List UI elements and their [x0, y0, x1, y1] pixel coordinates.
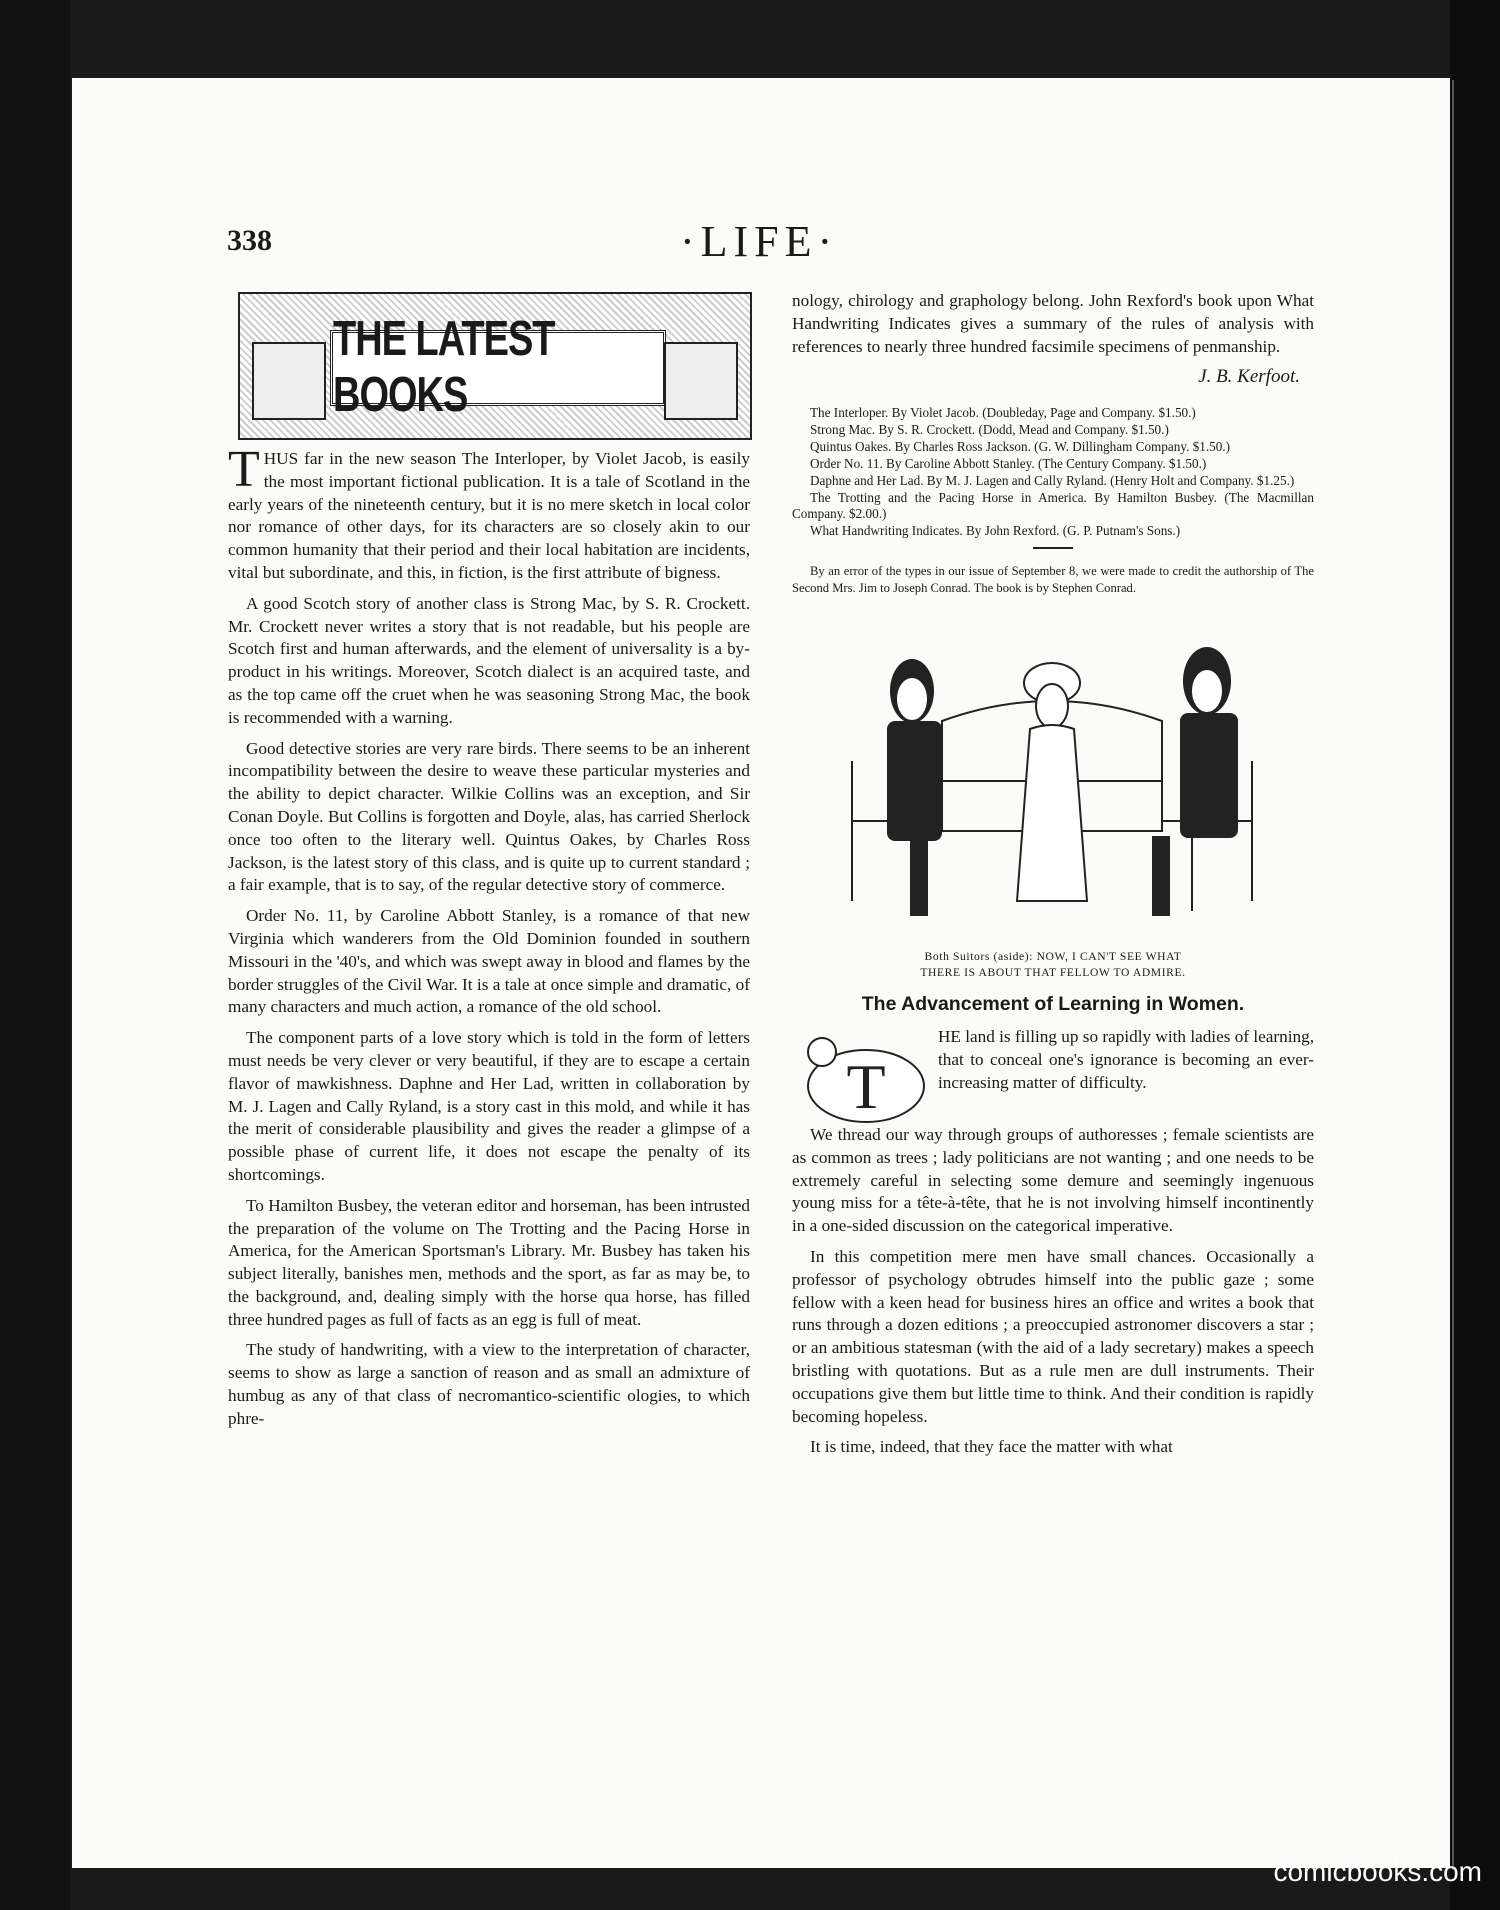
site-watermark: comicbooks.com: [1273, 1856, 1482, 1887]
page-number: 338: [227, 224, 272, 257]
page-spine: [1452, 80, 1454, 1870]
review-paragraph: nology, chirology and graphology belong. John Rexford's book upon What Handwriting Indicates gives a summary of the rules of analysis with references to nearly three hundred facsimile specimens of penmanship.: [792, 291, 1314, 356]
latest-books-banner: [238, 292, 752, 440]
article-paragraph: We thread our way through groups of authoresses ; female scientists are as common as trees ; lady politicians are not wanting ; and one needs to be extremely careful in selecting some demure and seemingly ingenuous young miss for a tête-à-tête, that he is not involving himself incontinently in a one-sided discussion on the categorical imperative.: [792, 1124, 1314, 1236]
drop-cap: T: [228, 441, 260, 498]
divider-rule: [1033, 547, 1073, 549]
book-list-item: Daphne and Her Lad. By M. J. Lagen and Cally Ryland. (Henry Holt and Company. $1.25.): [810, 473, 1295, 489]
cartoon-caption: [792, 949, 1314, 981]
book-list-item: The Interloper. By Violet Jacob. (Doubleday, Page and Company. $1.50.): [810, 405, 1196, 421]
book-list-item: Order No. 11. By Caroline Abbott Stanley. (The Century Company. $1.50.): [810, 456, 1207, 472]
book-list-item: Quintus Oakes. By Charles Ross Jackson. (G. W. Dillingham Company. $1.50.): [810, 439, 1231, 455]
banner-plaque: [330, 312, 666, 423]
review-paragraph: THUS far in the new season The Interloper, by Violet Jacob, is easily the most important fictional publication. It is a tale of Scotland in the early years of the nineteenth century, but it is no mere sketch in local color nor romance of other days, for its characters are so closely akin to our common humanity that their period and their local habitation are incidents, vital but subordinate, and this, in fiction, is the first attribute of bigness.: [228, 441, 750, 582]
left-column: [228, 441, 750, 1439]
review-paragraph: The component parts of a love story which is told in the form of letters must needs be very clever or very beautiful, if they are to escape a certain flavor of mawkishness. Daphne and Her Lad, written in collaboration by M. J. Lagen and Cally Ryland, is a story cast in this mold, and while it has the merit of considerable plausibility and gives the reader a glimpse of a possible phase of current life, it does not escape the penalty of its shortcomings.: [228, 1028, 750, 1184]
book-list-item: What Handwriting Indicates. By John Rexford. (G. P. Putnam's Sons.): [810, 523, 1181, 539]
right-column: [792, 290, 1314, 1467]
author-signature: J. B. Kerfoot.: [1198, 366, 1300, 388]
egg-initial-icon: [792, 1026, 932, 1124]
suitors-cartoon: [792, 611, 1314, 941]
scan-border-right: [1450, 0, 1500, 1910]
cartoon-drawing: [792, 611, 1314, 941]
article-title: The Advancement of Learning in Women.: [861, 993, 1245, 1016]
book-list: [792, 405, 1314, 539]
masthead-title: ·LIFE·: [680, 217, 839, 266]
review-paragraph: A good Scotch story of another class is Strong Mac, by S. R. Crockett. Mr. Crockett never writes a story that is not readable, but his people are Scotch first and human afterwards, and the element of universality is a by-product in his writings. Moreover, Scotch dialect is an acquired taste, and as the top came off the cruet when he was seasoning Strong Mac, the book is recommended with a warning.: [228, 593, 750, 727]
article-paragraph: In this competition mere men have small chances. Occasionally a professor of psychology obtrudes himself into the public gaze ; some fellow with a keen head for business hires an office and writes a book that runs through a dozen editions ; a preoccupied astronomer discovers a star ; or an ambitious statesman (with the aid of a lady secretary) makes a speech bristling with quotations. But as a rule men are dull instruments. Their occupations give them but little time to think. And their condition is rapidly becoming hopeless.: [792, 1246, 1314, 1426]
erratum-notice: By an error of the types in our issue of September 8, we were made to credit the authorship of The Second Mrs. Jim to Joseph Conrad. The book is by Stephen Conrad.: [792, 564, 1314, 596]
decorated-initial: [792, 1026, 932, 1124]
reader-illustration-right: [664, 342, 738, 420]
review-paragraph: To Hamilton Busbey, the veteran editor and horseman, has been intrusted the preparation of the volume on The Trotting and the Pacing Horse in America, for the American Sportsman's Library. Mr. Busbey has taken his subject literally, banishes men, methods and the sport, as far as may be, to the background, and, dealing simply with the horse qua horse, has filled three hundred pages as full of facts as an egg is full of meat.: [228, 1195, 750, 1329]
caption-line: Both Suitors (aside): NOW, I CAN'T SEE WHAT: [924, 950, 1182, 964]
caption-line: THERE IS ABOUT THAT FELLOW TO ADMIRE.: [920, 966, 1186, 980]
reader-illustration-left: [252, 342, 326, 420]
book-list-item: Strong Mac. By S. R. Crockett. (Dodd, Mead and Company. $1.50.): [810, 422, 1169, 438]
article-paragraph: It is time, indeed, that they face the matter with what: [810, 1437, 1173, 1457]
article-paragraph: HE land is filling up so rapidly with ladies of learning, that to conceal one's ignorance is becoming an ever-increasing matter of difficulty.: [938, 1026, 1314, 1092]
initial-letter: T: [846, 1050, 886, 1122]
banner-title: THE LATEST BOOKS: [333, 312, 555, 423]
review-paragraph: The study of handwriting, with a view to the interpretation of character, seems to show as large a sanction of reason and as small an admixture of humbug as any of that class of necromantico-scientific ologies, to which phre-: [228, 1340, 750, 1428]
book-list-item: The Trotting and the Pacing Horse in America. By Hamilton Busbey. (The Macmillan Company. $2.00.): [792, 490, 1314, 522]
review-paragraph: Good detective stories are very rare birds. There seems to be an inherent incompatibility between the desire to weave these particular mysteries and the ability to depict character. Wilkie Collins was an exception, and Sir Conan Doyle. But Collins is forgotten and Doyle, alas, has carried Sherlock once too often to the literary well. Quintus Oakes, by Charles Ross Jackson, is the latest story of this class, and is quite up to current standard ; a fair example, that is to say, of the regular detective story of commerce.: [228, 738, 750, 895]
review-paragraph: Order No. 11, by Caroline Abbott Stanley, is a romance of that new Virginia which wanderers from the Old Dominion founded in southern Missouri in the '40's, and which was swept away in blood and flames by the border struggles of the Civil War. It is a tale at once simple and dramatic, of many characters and much action, a romance of the old school.: [228, 906, 750, 1017]
scan-border-left: [0, 0, 70, 1910]
